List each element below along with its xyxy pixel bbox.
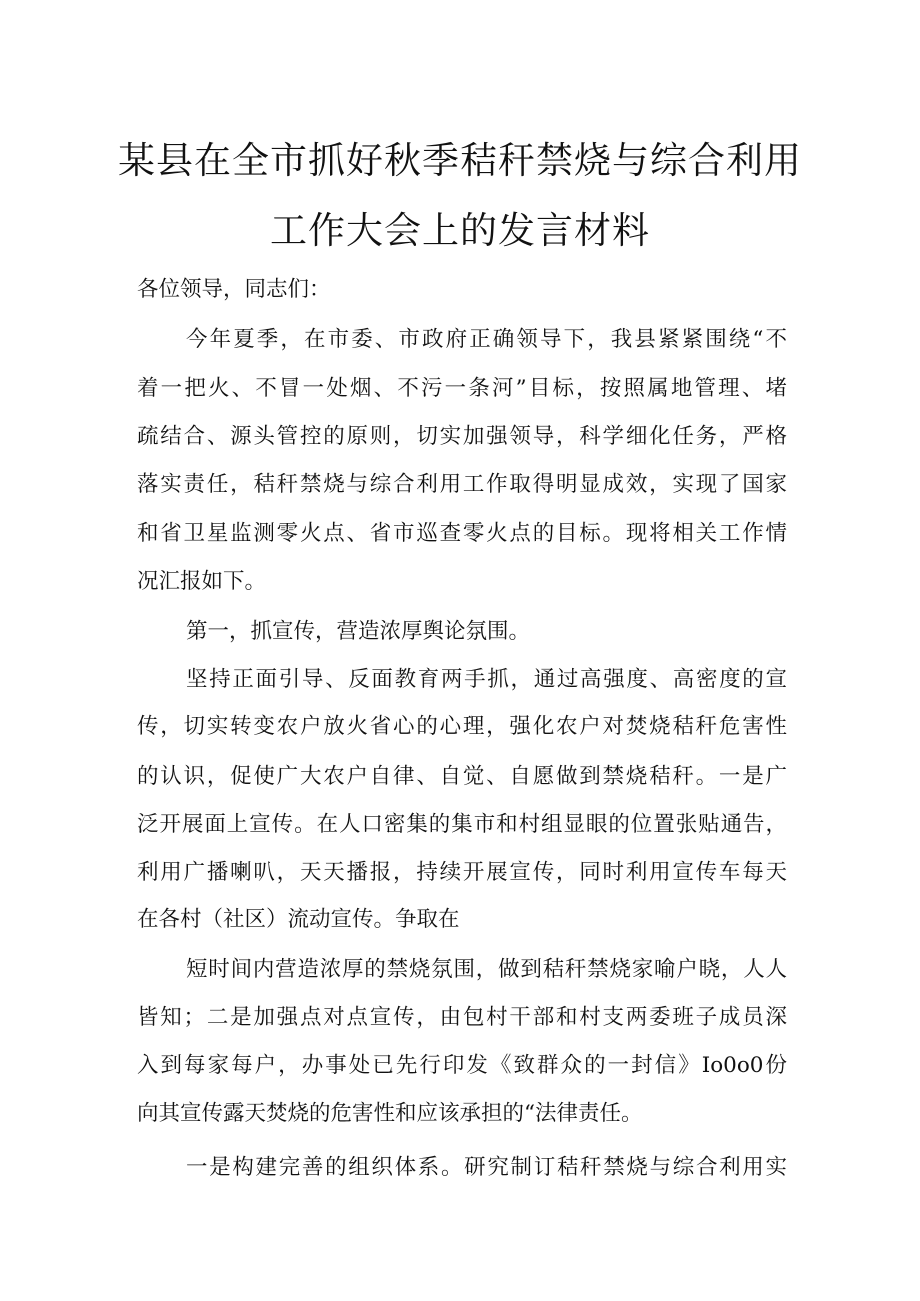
paragraph-line: 落实责任，秸秆禁烧与综合利用工作取得明显成效，实现了国家 [137,472,787,497]
paragraph-line: 疏结合、源头管控的原则，切实加强领导，科学细化任务，严格 [137,424,787,449]
paragraph-line: 皆知；二是加强点对点宣传，由包村干部和村支两委班子成员深 [137,1005,787,1030]
paragraph-line: 的认识，促使广大农户自律、自觉、自愿做到禁烧秸秆。一是广 [137,764,787,789]
paragraph-line: 泛开展面上宣传。在人口密集的集市和村组显眼的位置张贴通告， [137,812,787,837]
section-heading: 第一，抓宣传，营造浓厚舆论氛围。 [186,619,531,644]
paragraph-line: 一是构建完善的组织体系。研究制订秸秆禁烧与综合利用实 [186,1155,787,1180]
salutation: 各位领导，同志们： [137,277,331,302]
paragraph-line: 利用广播喇叭，天天播报，持续开展宣传，同时利用宣传车每天 [137,860,787,885]
document-title-line-1: 某县在全市抓好秋季秸秆禁烧与综合利用 [118,139,802,182]
paragraph-line: 在各村（社区）流动宣传。争取在 [137,907,460,932]
paragraph-line: 今年夏季，在市委、市政府正确领导下，我县紧紧围绕“不 [186,327,787,352]
paragraph-line: 况汇报如下。 [137,569,267,594]
document-title-line-2: 工作大会上的发言材料 [270,209,650,252]
paragraph-line: 着一把火、不冒一处烟、不污一条河”目标，按照属地管理、堵 [137,376,787,401]
paragraph-line: 传，切实转变农户放火省心的心理，强化农户对焚烧秸秆危害性 [137,714,787,739]
paragraph-line: 坚持正面引导、反面教育两手抓，通过高强度、高密度的宣 [186,667,787,692]
paragraph-line: 短时间内营造浓厚的禁烧氛围，做到秸秆禁烧家喻户晓，人人 [186,957,787,982]
paragraph-line: 入到每家每户，办事处已先行印发《致群众的一封信》Io0o0份 [137,1053,787,1078]
paragraph-line: 和省卫星监测零火点、省市巡查零火点的目标。现将相关工作情 [137,521,787,546]
paragraph-line: 向其宣传露天焚烧的危害性和应该承担的“法律责任。 [137,1101,643,1126]
